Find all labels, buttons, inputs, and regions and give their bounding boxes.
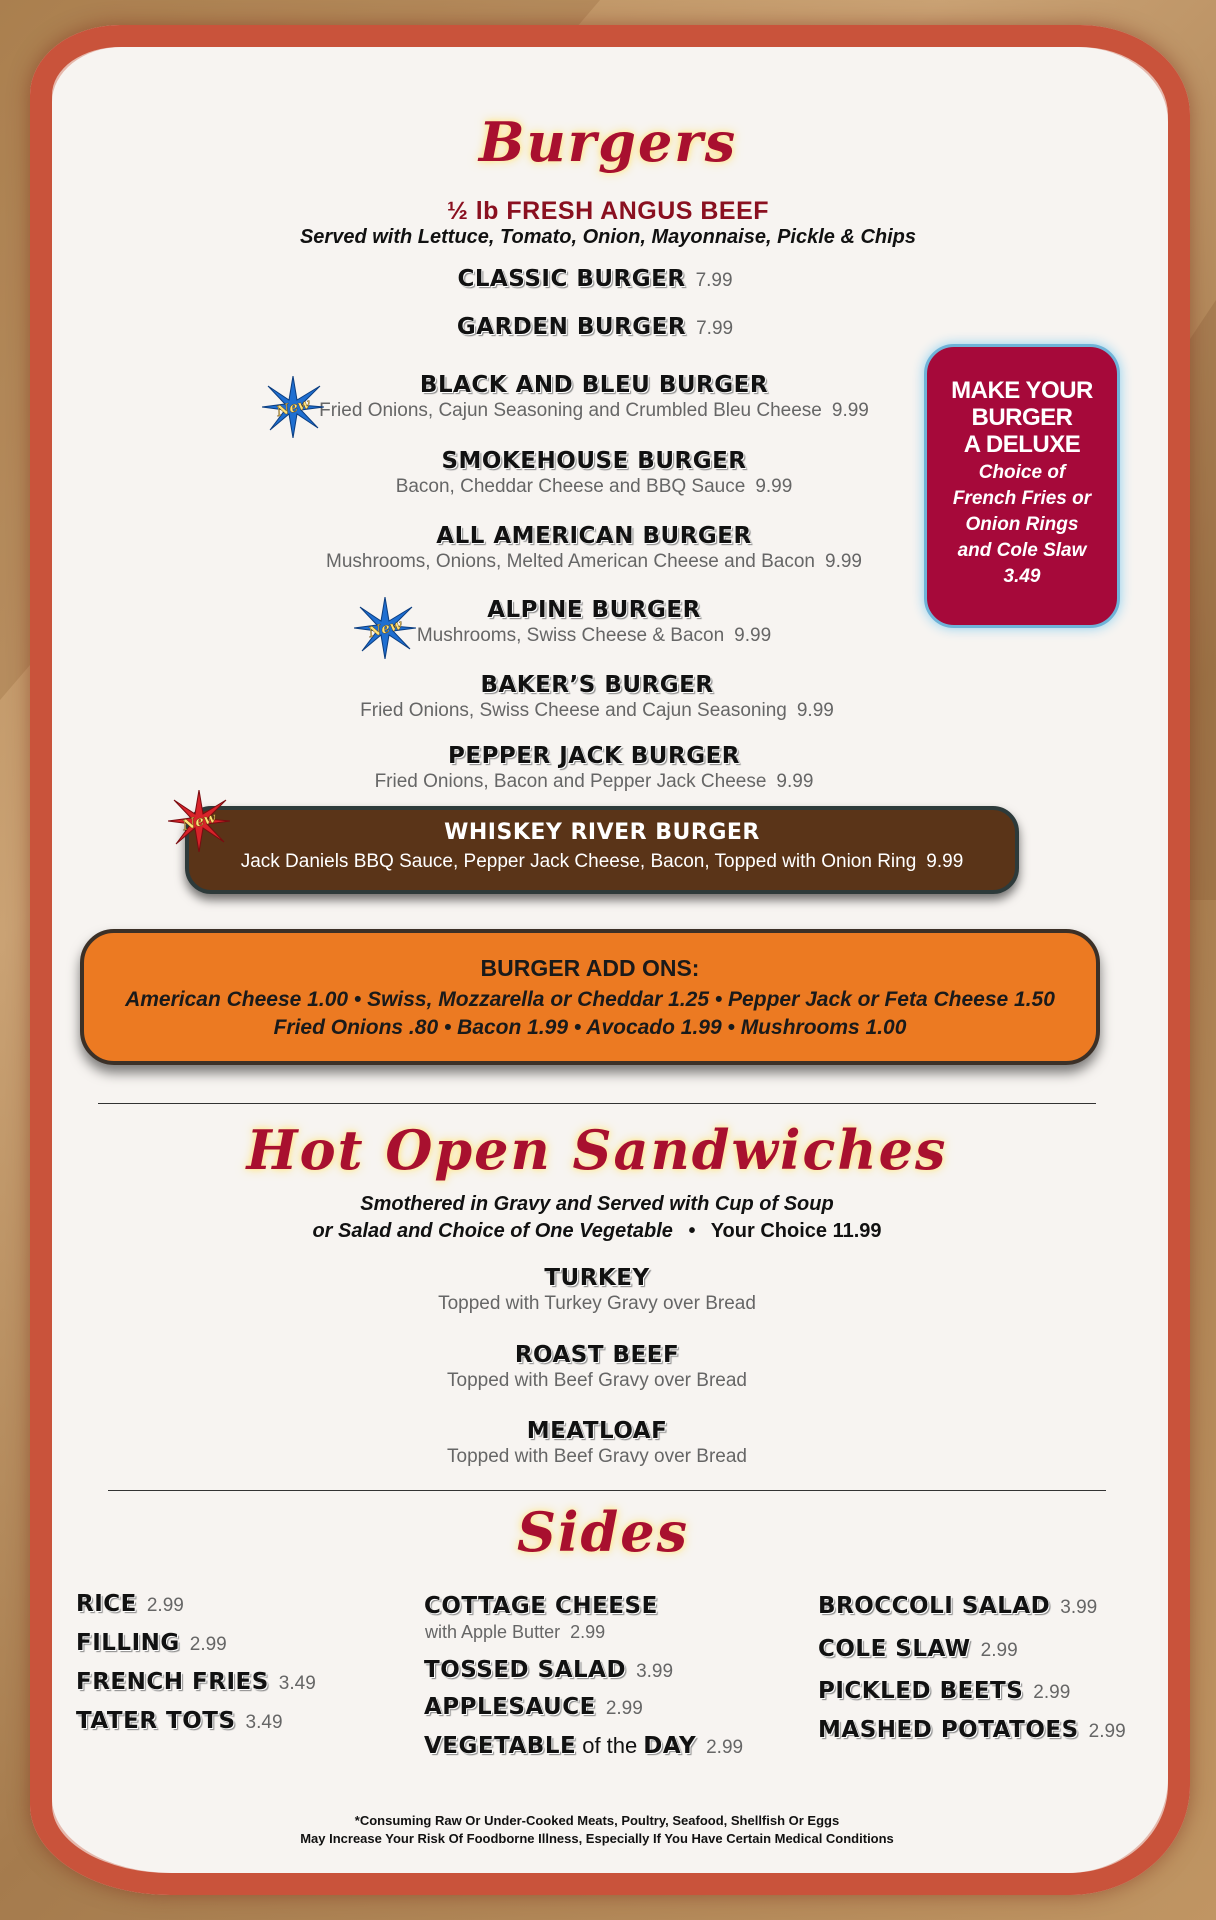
item-name: PEPPER JACK BURGER xyxy=(448,743,740,769)
item-price: 3.49 xyxy=(245,1712,283,1733)
item-name: ALPINE BURGER xyxy=(487,597,701,623)
item-price: 9.99 xyxy=(734,625,772,646)
burgers-subtitle: ½ lb FRESH ANGUS BEEF xyxy=(446,197,770,225)
hot-open-line2a: or Salad and Choice of One Vegetable xyxy=(312,1220,673,1242)
menu-item-garden xyxy=(0,314,1190,340)
hot-open-line1: Smothered in Gravy and Served with Cup of Soup xyxy=(360,1193,834,1215)
addons-line1: American Cheese 1.00 • Swiss, Mozzarella or Cheddar 1.25 • Pepper Jack or Feta Cheese 1.50 xyxy=(125,988,1055,1011)
new-badge-text: New xyxy=(366,616,404,642)
disclaimer-line1: *Consuming Raw Or Under-Cooked Meats, Poultry, Seafood, Shellfish Or Eggs xyxy=(354,1813,840,1828)
section-divider xyxy=(108,1490,1106,1491)
side-item xyxy=(818,1678,1070,1704)
item-desc: Fried Onions, Swiss Cheese and Cajun Seasoning xyxy=(360,700,787,721)
item-name: WHISKEY RIVER BURGER xyxy=(444,820,760,845)
deluxe-line1: MAKE YOUR xyxy=(951,377,1093,404)
item-price: 9.99 xyxy=(796,700,834,721)
menu-item-turkey xyxy=(0,1265,1194,1315)
item-name: VEGETABLE xyxy=(424,1733,577,1759)
disclaimer-line2: May Increase Your Risk Of Foodborne Illness, Especially If You Have Certain Medical Conditions xyxy=(300,1831,894,1846)
deluxe-desc1: Choice of xyxy=(978,462,1066,483)
addons-title: BURGER ADD ONS: xyxy=(480,955,700,981)
item-name: COLE SLAW xyxy=(818,1636,971,1662)
section-divider xyxy=(98,1103,1096,1104)
side-item xyxy=(424,1593,658,1619)
item-desc: with Apple Butter xyxy=(425,1622,561,1642)
item-price: 2.99 xyxy=(1088,1721,1126,1742)
burgers-heading: Burgers xyxy=(478,110,738,174)
item-name: RICE xyxy=(76,1591,137,1617)
item-name: MASHED POTATOES xyxy=(818,1717,1079,1743)
item-price: 3.99 xyxy=(1060,1597,1098,1618)
item-desc: Topped with Beef Gravy over Bread xyxy=(447,1370,747,1391)
item-name: TATER TOTS xyxy=(76,1708,236,1734)
item-name: APPLESAUCE xyxy=(424,1694,596,1720)
item-price: 7.99 xyxy=(696,318,734,339)
menu-item-pepper-jack xyxy=(0,743,1188,793)
item-price: 2.99 xyxy=(980,1640,1018,1661)
side-item-sub xyxy=(425,1622,605,1643)
item-price: 2.99 xyxy=(189,1634,227,1655)
item-desc: Fried Onions, Cajun Seasoning and Crumbled Bleu Cheese xyxy=(319,400,822,421)
side-item xyxy=(76,1591,184,1617)
addons-box xyxy=(80,929,1100,1065)
side-item xyxy=(76,1669,316,1695)
item-price: 2.99 xyxy=(146,1595,184,1616)
item-desc: Bacon, Cheddar Cheese and BBQ Sauce xyxy=(395,476,746,497)
side-item xyxy=(424,1733,743,1759)
item-name: FILLING xyxy=(76,1630,180,1656)
side-item xyxy=(818,1593,1097,1619)
hot-open-heading: Hot Open Sandwiches xyxy=(246,1118,948,1182)
deluxe-desc3: Onion Rings xyxy=(965,514,1079,535)
hot-open-your-choice: Your Choice 11.99 xyxy=(710,1220,882,1242)
item-desc: Fried Onions, Bacon and Pepper Jack Cheese xyxy=(374,771,767,792)
item-price: 9.99 xyxy=(926,851,964,872)
addons-line2: Fried Onions .80 • Bacon 1.99 • Avocado 1.99 • Mushrooms 1.00 xyxy=(273,1016,907,1039)
side-item xyxy=(424,1694,643,1720)
item-name: ALL AMERICAN BURGER xyxy=(436,523,752,549)
item-name: ROAST BEEF xyxy=(514,1342,680,1368)
deluxe-price: 3.49 xyxy=(1003,566,1041,587)
sides-heading: Sides xyxy=(516,1500,690,1564)
item-price: 7.99 xyxy=(695,270,733,291)
new-starburst-icon xyxy=(168,790,230,852)
item-price: 2.99 xyxy=(706,1737,744,1758)
item-desc: Topped with Beef Gravy over Bread xyxy=(447,1446,747,1467)
side-item xyxy=(76,1708,283,1734)
item-price: 3.49 xyxy=(278,1673,316,1694)
item-desc: Mushrooms, Swiss Cheese & Bacon xyxy=(416,625,725,646)
item-price: 9.99 xyxy=(825,551,862,572)
item-price: 2.99 xyxy=(570,1622,606,1642)
item-name: GARDEN BURGER xyxy=(456,314,687,340)
side-item xyxy=(424,1657,673,1683)
burgers-served-with: Served with Lettuce, Tomato, Onion, Mayonnaise, Pickle & Chips xyxy=(299,226,917,248)
item-name: MEATLOAF xyxy=(526,1418,668,1444)
new-starburst-icon xyxy=(354,597,416,659)
hot-open-line2 xyxy=(0,1220,1194,1243)
whiskey-river-box xyxy=(185,806,1019,894)
item-desc: Jack Daniels BBQ Sauce, Pepper Jack Cheese, Bacon, Topped with Onion Ring xyxy=(240,851,917,872)
item-name-connector: of the xyxy=(582,1733,638,1758)
item-desc: Mushrooms, Onions, Melted American Cheese and Bacon xyxy=(326,551,815,572)
item-price: 9.99 xyxy=(755,476,793,497)
item-name: BLACK AND BLEU BURGER xyxy=(419,372,769,398)
item-price: 2.99 xyxy=(605,1698,643,1719)
side-item xyxy=(818,1636,1018,1662)
menu-item-bakers xyxy=(0,672,1194,722)
deluxe-line2: BURGER xyxy=(971,404,1073,431)
item-desc: Topped with Turkey Gravy over Bread xyxy=(438,1293,756,1314)
item-name: FRENCH FRIES xyxy=(76,1669,269,1695)
item-name: BAKER’S BURGER xyxy=(480,672,714,698)
side-item xyxy=(818,1717,1126,1743)
deluxe-line3: A DELUXE xyxy=(963,431,1081,458)
deluxe-desc2: French Fries or xyxy=(952,488,1092,509)
menu-item-classic xyxy=(0,266,1190,292)
menu-item-meatloaf xyxy=(0,1418,1194,1468)
side-item xyxy=(76,1630,227,1656)
item-price: 9.99 xyxy=(831,400,869,421)
item-name: SMOKEHOUSE BURGER xyxy=(441,448,747,474)
item-name: TOSSED SALAD xyxy=(424,1657,627,1683)
item-price: 9.99 xyxy=(776,771,814,792)
new-badge-text: New xyxy=(274,395,312,421)
item-name: COTTAGE CHEESE xyxy=(424,1593,658,1619)
new-starburst-icon xyxy=(262,376,324,438)
item-name: CLASSIC BURGER xyxy=(457,266,686,292)
item-name: DAY xyxy=(643,1733,697,1759)
new-badge-text: New xyxy=(180,809,218,835)
item-name: PICKLED BEETS xyxy=(818,1678,1024,1704)
deluxe-desc4: and Cole Slaw xyxy=(957,540,1087,561)
item-price: 3.99 xyxy=(636,1661,674,1682)
deluxe-box xyxy=(924,344,1120,628)
item-name: BROCCOLI SALAD xyxy=(818,1593,1051,1619)
menu-item-roast-beef xyxy=(0,1342,1194,1392)
item-price: 2.99 xyxy=(1033,1682,1071,1703)
item-name: TURKEY xyxy=(544,1265,650,1291)
hot-open-bullet: • xyxy=(688,1220,696,1242)
